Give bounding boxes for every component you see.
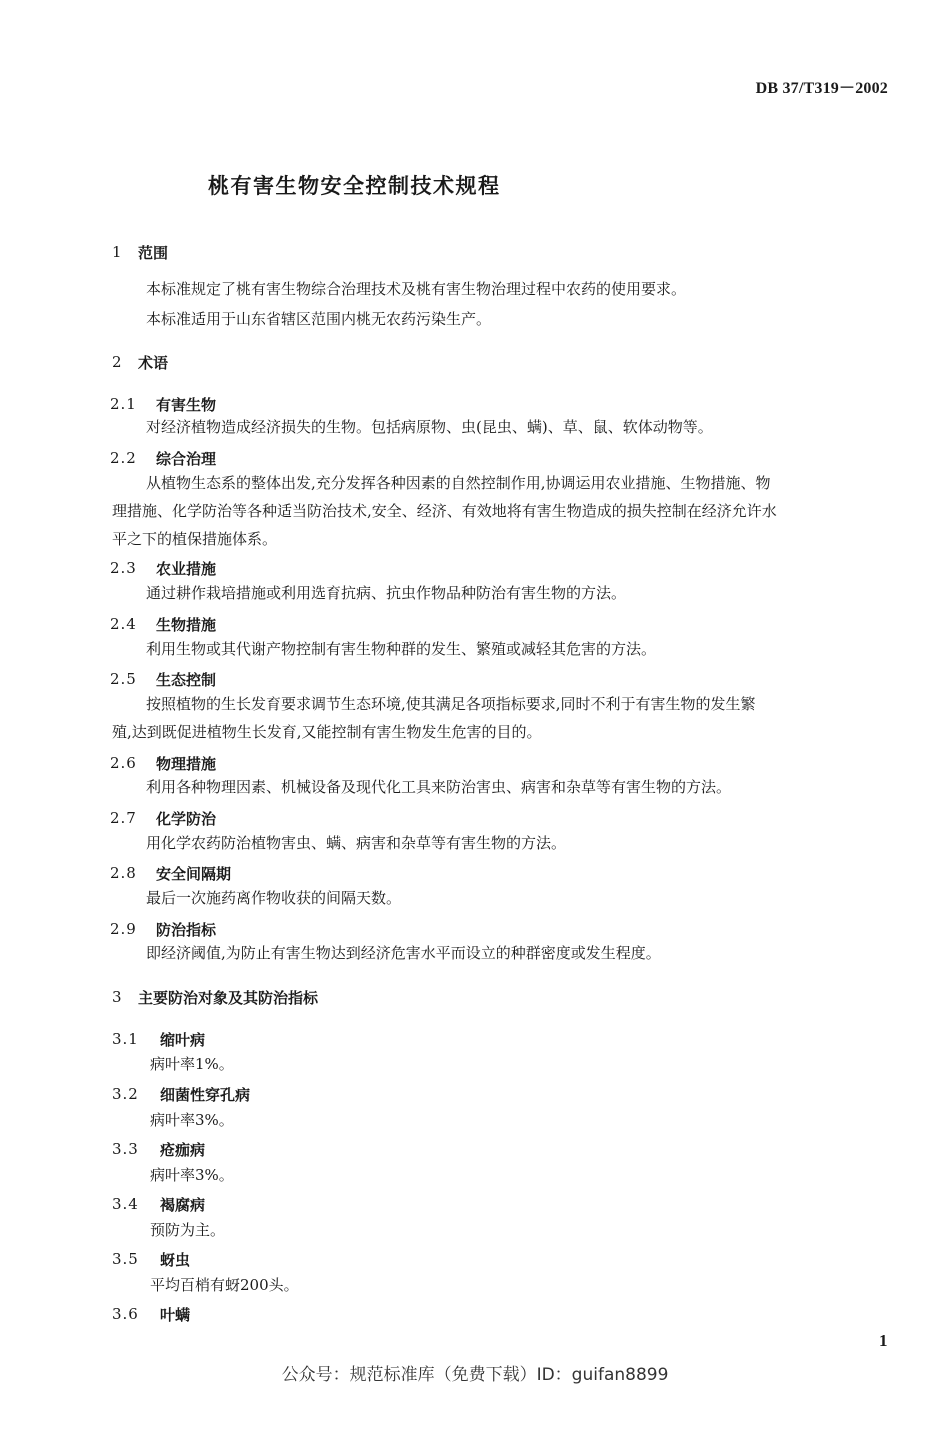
term-2-5-definition-line-1: 按照植物的生长发育要求调节生态环境,使其满足各项指标要求,同时不利于有害生物的发生繁	[146, 695, 756, 713]
term-2-9-number: 2.9	[110, 920, 137, 938]
term-2-5-definition-line-2: 殖,达到既促进植物生长发育,又能控制有害生物发生危害的目的。	[112, 723, 542, 741]
term-2-4-title: 生物措施	[156, 616, 217, 634]
term-2-9-definition: 即经济阈值,为防止有害生物达到经济危害水平而设立的种群密度或发生程度。	[146, 944, 661, 962]
item-3-1-title: 缩叶病	[160, 1031, 206, 1049]
standard-code: DB 37/T319－2002	[755, 80, 888, 97]
term-2-9-title: 防治指标	[156, 921, 217, 939]
item-3-2-title: 细菌性穿孔病	[160, 1086, 251, 1104]
section-1-number: 1	[112, 243, 122, 261]
item-3-5-title: 蚜虫	[160, 1251, 191, 1269]
watermark-text: 公众号：规范标准库（免费下载）ID：guifan8899	[281, 1365, 669, 1385]
term-2-3-definition: 通过耕作栽培措施或利用选育抗病、抗虫作物品种防治有害生物的方法。	[146, 584, 627, 602]
term-2-1-title: 有害生物	[156, 396, 217, 414]
section-3-number: 3	[112, 988, 122, 1006]
term-2-7-definition: 用化学农药防治植物害虫、螨、病害和杂草等有害生物的方法。	[146, 834, 567, 852]
term-2-2-definition-line-2: 理措施、化学防治等各种适当防治技术,安全、经济、有效地将有害生物造成的损失控制在经济允许水	[112, 502, 777, 520]
document-title: 桃有害生物安全控制技术规程	[208, 174, 501, 198]
item-3-2-number: 3.2	[112, 1085, 139, 1103]
section-1-title: 范围	[138, 244, 169, 262]
item-3-4-number: 3.4	[112, 1195, 139, 1213]
term-2-8-title: 安全间隔期	[156, 865, 232, 883]
item-3-6-title: 叶螨	[160, 1306, 191, 1324]
item-3-6-number: 3.6	[112, 1305, 139, 1323]
section-1-paragraph-1: 本标准规定了桃有害生物综合治理技术及桃有害生物治理过程中农药的使用要求。	[146, 280, 687, 298]
term-2-8-definition: 最后一次施药离作物收获的间隔天数。	[146, 889, 402, 907]
term-2-2-title: 综合治理	[156, 450, 217, 468]
item-3-2-indicator: 病叶率3%。	[150, 1111, 234, 1129]
item-3-3-number: 3.3	[112, 1140, 139, 1158]
term-2-2-definition-line-3: 平之下的植保措施体系。	[112, 530, 278, 548]
term-2-1-definition: 对经济植物造成经济损失的生物。包括病原物、虫(昆虫、螨)、草、鼠、软体动物等。	[146, 418, 713, 436]
item-3-1-number: 3.1	[112, 1030, 139, 1048]
term-2-8-number: 2.8	[110, 864, 137, 882]
term-2-6-number: 2.6	[110, 754, 137, 772]
item-3-5-indicator: 平均百梢有蚜200头。	[150, 1276, 299, 1294]
item-3-4-indicator: 预防为主。	[150, 1221, 226, 1239]
term-2-7-title: 化学防治	[156, 810, 217, 828]
term-2-7-number: 2.7	[110, 809, 137, 827]
term-2-2-number: 2.2	[110, 449, 137, 467]
term-2-2-definition-line-1: 从植物生态系的整体出发,充分发挥各种因素的自然控制作用,协调运用农业措施、生物措施、物	[146, 474, 771, 492]
item-3-4-title: 褐腐病	[160, 1196, 206, 1214]
item-3-1-indicator: 病叶率1%。	[150, 1055, 234, 1073]
term-2-4-number: 2.4	[110, 615, 137, 633]
term-2-5-title: 生态控制	[156, 671, 217, 689]
term-2-6-definition: 利用各种物理因素、机械设备及现代化工具来防治害虫、病害和杂草等有害生物的方法。	[146, 778, 732, 796]
term-2-1-number: 2.1	[110, 395, 137, 413]
section-3-title: 主要防治对象及其防治指标	[138, 989, 319, 1007]
term-2-6-title: 物理措施	[156, 755, 217, 773]
term-2-3-title: 农业措施	[156, 560, 217, 578]
page-number: 1	[879, 1331, 888, 1350]
term-2-4-definition: 利用生物或其代谢产物控制有害生物种群的发生、繁殖或减轻其危害的方法。	[146, 640, 657, 658]
item-3-5-number: 3.5	[112, 1250, 139, 1268]
section-2-number: 2	[112, 353, 122, 371]
item-3-3-title: 疮痂病	[160, 1141, 206, 1159]
term-2-3-number: 2.3	[110, 559, 137, 577]
section-1-paragraph-2: 本标准适用于山东省辖区范围内桃无农药污染生产。	[146, 310, 492, 328]
item-3-3-indicator: 病叶率3%。	[150, 1166, 234, 1184]
section-2-title: 术语	[138, 354, 169, 372]
term-2-5-number: 2.5	[110, 670, 137, 688]
